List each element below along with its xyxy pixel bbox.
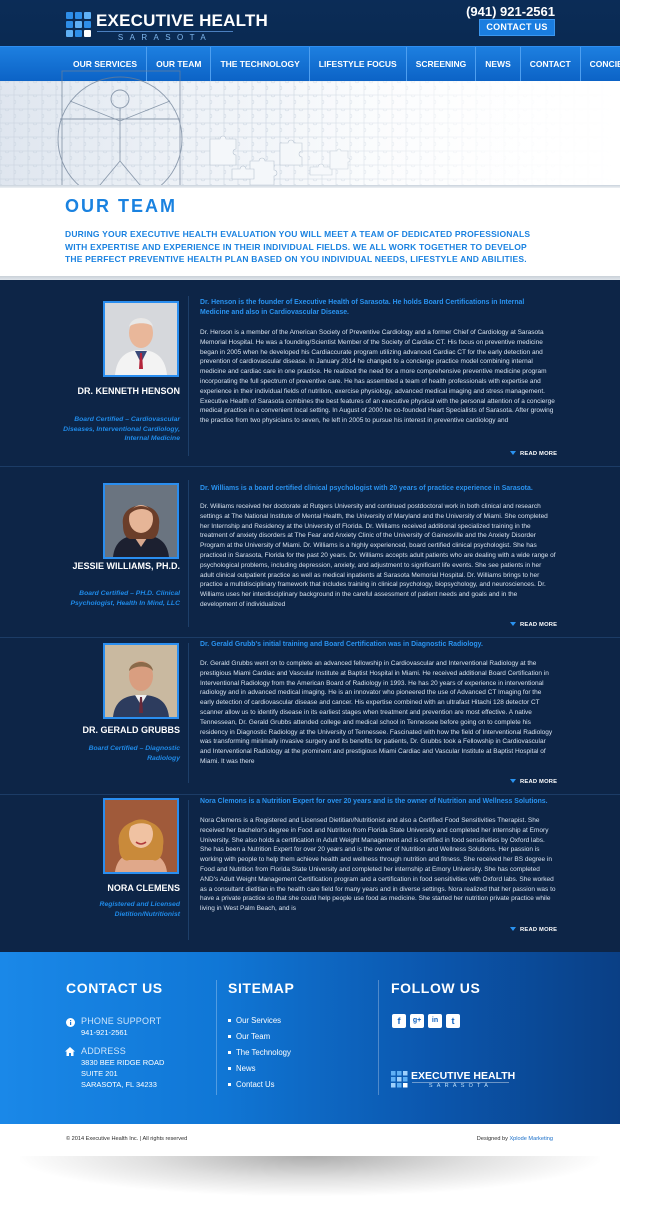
footer-logo-subtext: SARASOTA <box>412 1082 509 1089</box>
read-more-link[interactable] <box>510 779 556 785</box>
address-line-2: SUITE 201 <box>81 1069 118 1078</box>
footer-follow-title: FOLLOW US <box>391 980 481 996</box>
member-name: DR. GERALD GRUBBS <box>82 725 180 735</box>
member-name: DR. KENNETH HENSON <box>77 386 180 396</box>
address-line-1: 3830 BEE RIDGE ROAD <box>81 1058 165 1067</box>
logo-grid-icon <box>66 12 92 38</box>
read-more-link[interactable] <box>510 927 556 933</box>
sitemap-link-contact-us[interactable]: Contact Us <box>228 1080 275 1089</box>
nav-item-concierge[interactable]: CONCIERGE <box>589 59 642 69</box>
footer-sitemap-title: SITEMAP <box>228 980 295 996</box>
sitemap-link-news[interactable]: News <box>228 1064 256 1073</box>
member-divider <box>188 480 189 627</box>
header-phone[interactable]: (941) 921-2561 <box>466 4 555 19</box>
bottom-bar <box>0 1124 620 1156</box>
nav-item-news[interactable]: NEWS <box>476 47 521 81</box>
member-credentials: Board Certified – PH.D. Clinical Psychologist, Health In Mind, LLC <box>70 590 180 607</box>
member-bio: Dr. Williams received her doctorate at Rutgers University and continued postdoctoral work in both clinical and research settings at The National Institute of Mental Health, the University of Maryland and the University of Miami. She completed her Internship and Residency at the University of Florida. Dr. Williams received additional specialized training in the treatment of anxiety disorders at The Fear and Anxiety Clinic of the University of Gainesville and the Anxiety Disorder Program at the University of Miami. Dr. Williams is a highly experienced, board certified clinical psychologist. She has practiced in Sarasota, Florida for the past 20 years. Dr. Williams accepts adult patients who are dealing with a wide range of psychological problems, including depression, anxiety, and adjustment to significant life events. She see patients in her adult clinical outpatient practice as well as medical inpatients at Sarasota Memorial Hospital. Dr. Williams brings to her practice a multidisciplinary framework that includes training in clinical psychology, biopsychology, and neurosciences. Dr. Williams uses her interdisciplinary background in the careful assessment of patient needs and goals and in the development of individualized <box>200 503 556 608</box>
logo-subtext: SARASOTA <box>97 31 233 42</box>
member-divider <box>188 800 189 940</box>
member-photo <box>103 301 179 377</box>
linkedin-icon[interactable]: in <box>428 1014 442 1028</box>
nav-item-the-technology[interactable]: THE TECHNOLOGY <box>211 47 309 81</box>
facebook-icon[interactable]: f <box>392 1014 406 1028</box>
team-member-williams <box>0 466 620 637</box>
twitter-icon[interactable]: t <box>446 1014 460 1028</box>
page-title: OUR TEAM <box>65 196 177 216</box>
phone-support-label: PHONE SUPPORT <box>81 1016 162 1026</box>
team-section <box>0 280 620 952</box>
footer-phone[interactable]: 941-921-2561 <box>81 1028 128 1037</box>
nav-item-contact[interactable]: CONTACT <box>521 47 581 81</box>
page-shadow <box>20 1156 600 1196</box>
sitemap-link-our-team[interactable]: Our Team <box>228 1032 270 1041</box>
footer-divider <box>378 980 379 1095</box>
member-photo <box>103 483 179 559</box>
caret-down-icon <box>510 622 516 626</box>
member-bio: Dr. Gerald Grubbs went on to complete an advanced fellowship in Cardiovascular and Interventional Radiology at the prestigious Miami Cardiac and Vascular Institute at Baptist Hospital in Miami. He received additional Board Certification in Interventional Radiology from the American Board of Radiology in 1993. He has 20 years of experience in interventional radiology and in advanced medical imaging. He is an innovator who pioneered the use of Advanced CT Imaging for the early detection of cardiovascular disease and cancer. His expertise combined with an ultrafast Hitachi 128 detector CT scanner allow us to identify disease in its earliest stages when treatment and prevention are most effective. A native Tennessean, Dr. Gerald Grubbs attended college and medical school in Tennessee before going on to complete his residency in Diagnostic Radiology at the University of Tennessee. Fascinated with how the field of Interventional Radiology was transforming minimally invasive surgery and its benefits for patients, Dr. Grubbs took a Fellowship in Cardiovascular and Interventional Radiology at the prominent and prestigious Miami Cardiac and Vascular Institute at Baptist Hospital of Miami. It was there <box>200 660 553 765</box>
vitruvian-puzzle-illustration <box>0 81 620 185</box>
caret-down-icon <box>510 451 516 455</box>
main-nav <box>0 46 642 81</box>
designer-credit-prefix: Designed by <box>476 1136 510 1142</box>
team-member-clemens <box>0 794 620 952</box>
site-footer <box>0 952 620 1124</box>
team-member-henson <box>0 280 620 466</box>
team-member-grubbs <box>0 637 620 794</box>
logo-wordmark: EXECUTIVE HEALTH <box>96 11 268 30</box>
hero-banner <box>0 81 620 185</box>
designer-link[interactable]: Xplode Marketing <box>509 1136 553 1142</box>
footer-logo-wordmark: EXECUTIVE HEALTH <box>411 1070 516 1082</box>
read-more-label: READ MORE <box>520 451 558 457</box>
member-divider <box>188 296 189 456</box>
site-logo[interactable] <box>66 11 268 42</box>
home-icon <box>65 1047 75 1056</box>
member-headline: Dr. Gerald Grubb's initial training and Board Certification was in Diagnostic Radiology. <box>200 641 483 648</box>
sitemap-link-our-services[interactable]: Our Services <box>228 1016 281 1025</box>
designer-credit <box>477 1136 553 1142</box>
contact-us-button[interactable]: CONTACT US <box>479 19 555 36</box>
logo-grid-icon <box>391 1071 408 1088</box>
read-more-label: READ MORE <box>520 779 558 785</box>
nav-item-lifestyle-focus[interactable]: LIFESTYLE FOCUS <box>310 47 407 81</box>
footer-divider <box>216 980 217 1095</box>
member-credentials: Board Certified – Diagnostic Radiology <box>88 745 180 762</box>
member-divider <box>188 643 189 783</box>
address-line-3: SARASOTA, FL 34233 <box>81 1080 157 1089</box>
member-headline: Nora Clemons is a Nutrition Expert for over 20 years and is the owner of Nutrition and Wellness Solutions. <box>200 798 548 805</box>
caret-down-icon <box>510 779 516 783</box>
nav-item-our-team[interactable]: OUR TEAM <box>147 47 211 81</box>
address-label: ADDRESS <box>81 1046 126 1056</box>
member-name: NORA CLEMENS <box>107 883 180 893</box>
google-plus-icon[interactable]: g+ <box>410 1014 424 1028</box>
nav-item-our-services[interactable]: OUR SERVICES <box>64 47 147 81</box>
member-credentials: Board Certified – Cardiovascular Diseases, Interventional Cardiology, Internal Medicine <box>63 416 180 442</box>
member-credentials: Registered and Licensed Dietition/Nutritionist <box>99 901 180 918</box>
nav-item-screening[interactable]: SCREENING <box>407 47 477 81</box>
member-photo <box>103 643 179 719</box>
read-more-link[interactable] <box>510 622 556 628</box>
footer-contact-title: CONTACT US <box>66 980 163 996</box>
copyright-text: © 2014 Executive Health Inc. | All rights reserved <box>66 1136 188 1142</box>
footer-logo[interactable] <box>391 1069 515 1091</box>
intro-text: DURING YOUR EXECUTIVE HEALTH EVALUATION YOU WILL MEET A TEAM OF DEDICATED PROFESSIONALS WITH EXPERTISE AND EXPERIENCE IN THEIR INDIVIDUAL FIELDS. WE ALL WORK TOGETHER TO DEVELOP THE PERFECT PREVENTIVE HEALTH PLAN BASED ON YOU INDIVIDUAL NEEDS, LIFESTYLE AND ABILITIES. <box>65 229 531 264</box>
read-more-link[interactable] <box>510 451 556 457</box>
read-more-label: READ MORE <box>520 622 558 628</box>
member-bio: Dr. Henson is a member of the American Society of Preventive Cardiology and a former Chief of Cardiology at Sarasota Memorial Hospital. He was a founding/Scientist Member of the Society of Cardiac CT. His focus on preventive medicine began in 2005 when he developed his Cardiaccurate program utilizing advanced Cardiac CT for the early detection and prevention of cardiovascular disease. In January 2014 he changed to a concierge practice model combining internal medicine and cardiac care in one practice. He realized the need for a more comprehensive preventive medicine program incorporating the full spectrum of preventive care. He has assembled a team of health professionals with expertise and experience in their individual fields of nutrition, exercise physiology, advanced medical imaging and stress management. Executive Health of Sarasota combines the best features of an executive physical with the personal attention of a concierge medical practice in a convenient local setting. In August of 2000 he co-founded Heart Specialists of Sarasota. After growing the practice from two physicians to seven, he left in 2005 to pursue his interest in preventive cardiology and <box>200 329 555 425</box>
member-name: JESSIE WILLIAMS, PH.D. <box>72 561 180 571</box>
info-icon <box>66 1018 75 1027</box>
member-headline: Dr. Henson is the founder of Executive Health of Sarasota. He holds Board Certifications in Internal Medicine and also in Cardiovascular Disease. <box>200 299 525 316</box>
sitemap-link-the-technology[interactable]: The Technology <box>228 1048 291 1057</box>
site-header <box>0 0 620 46</box>
caret-down-icon <box>510 927 516 931</box>
member-bio: Nora Clemens is a Registered and Licensed Dietitian/Nutritionist and also a Certified Food Sensitivities Therapist. She received her bachelor's degree in Food and Nutrition from Florida State University and completed her internship at Emory University. She also holds a certification in Adult Weight Management and is certified in food sensitivities by Oxford labs. She has been a Nutrition Expert for over 20 years and is the owner of Nutrition and Wellness Solutions. Her passion is working with people to help them achieve health and wellness through nutrition and fitness. She received her BS degree in Food and Nutrition from Florida State University and completed her internship at Emory University. She has completed AND's Adult Weight Management Certification program and a certification in food sensitivities with Oxford labs. She worked as a consultant dietitian in the health care field for many years and in diverse settings. Nora realized that her passion was to have a private practice so that she could help people use food as medicine. She started her nutrition private practice while living in West Palm Beach, and is <box>200 817 556 913</box>
intro-section <box>0 188 620 278</box>
read-more-label: READ MORE <box>520 927 558 933</box>
member-photo <box>103 798 179 874</box>
member-headline: Dr. Williams is a board certified clinical psychologist with 20 years of practice experience in Sarasota. <box>200 485 533 492</box>
